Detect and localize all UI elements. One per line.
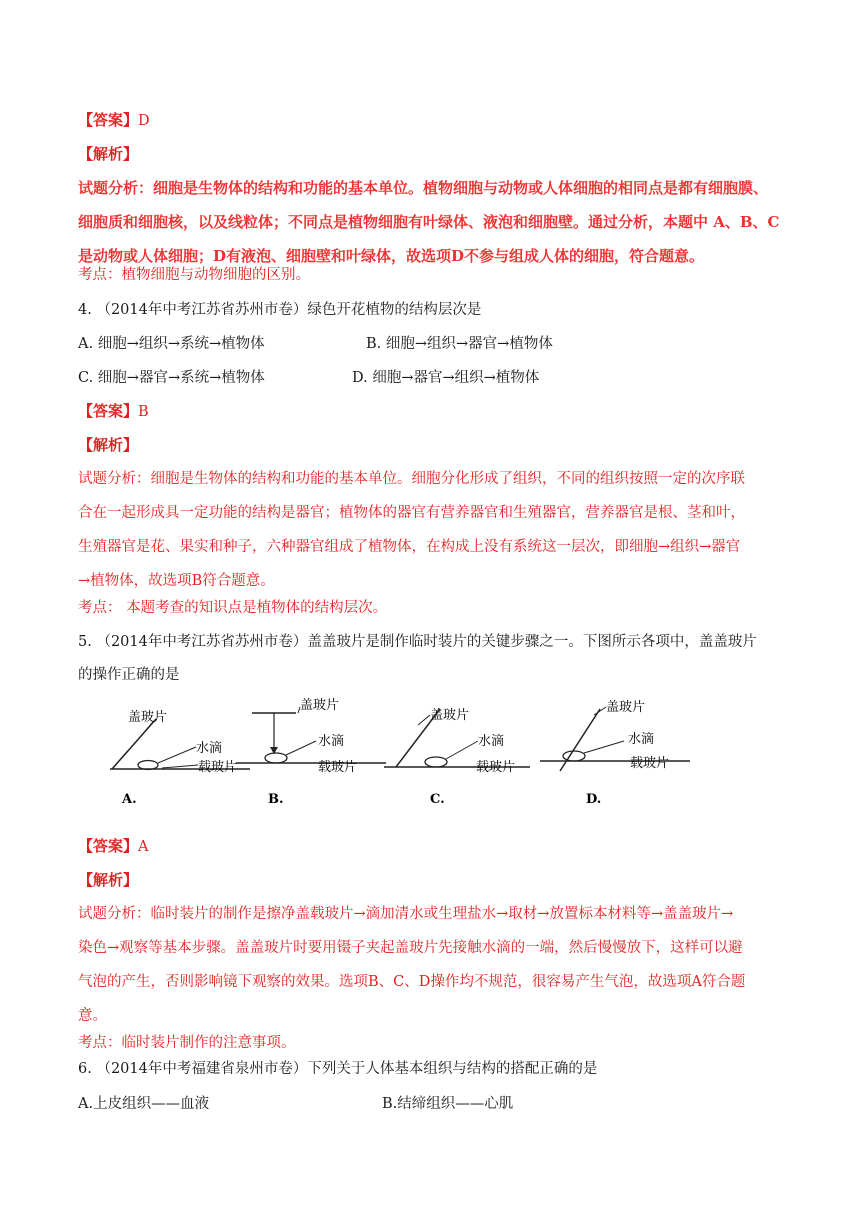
q6-question: 6. （2014年中考福建省泉州市卷）下列关于人体基本组织与结构的搭配正确的是 [78,1061,598,1077]
fig-c-slide-label: 载玻片 [476,760,516,775]
q4-analysis-line-3: 生殖器官是花、果实和种子，六种器官组成了植物体，在构成上没有系统这一层次，即细胞→组织→器官 [78,539,741,555]
answer-value: A [138,839,149,855]
q5-question-line-2: 的操作正确的是 [78,667,180,683]
q3-analysis-line-1: 试题分析：细胞是生物体的结构和功能的基本单位。植物细胞与动物或人体细胞的相同点是都有细胞膜、 [78,179,769,197]
answer-value: B [138,404,149,420]
q4-kaodian: 考点： 本题考查的知识点是植物体的结构层次。 [78,600,388,616]
q4-option-b: B. 细胞→组织→器官→植物体 [366,336,553,352]
fig-b-slide-label: 载玻片 [318,760,358,775]
answer-label: 【答案】 [78,402,139,420]
fig-d-slide-label: 载玻片 [630,756,670,771]
q4-analysis-line-4: →植物体，故选项B符合题意。 [78,573,275,589]
fig-d-drop-label: 水滴 [628,732,655,747]
coverslip-figures [100,695,720,815]
analysis-label: 【解析】 [78,436,139,454]
q3-answer [78,110,150,131]
fig-b-cover-label: 盖玻片 [300,698,340,713]
fig-a-cover-label: 盖玻片 [128,710,168,725]
q5-kaodian: 考点：临时装片制作的注意事项。 [78,1035,296,1051]
q5-analysis-line-4: 意。 [78,1008,107,1024]
q4-question: 4. （2014年中考江苏省苏州市卷）绿色开花植物的结构层次是 [78,302,482,318]
analysis-label: 【解析】 [78,145,139,163]
fig-d-letter: D. [586,792,602,807]
figure-c [384,707,530,807]
fig-d-cover-label: 盖玻片 [606,700,646,715]
fig-c-letter: C. [430,792,445,807]
q5-analysis-line-2: 染色→观察等基本步骤。盖盖玻片时要用镊子夹起盖玻片先接触水滴的一端，然后慢慢放下，这样可以避 [78,940,743,956]
q4-answer [78,401,149,422]
q4-option-a: A. 细胞→组织→系统→植物体 [78,336,265,352]
answer-value: D [138,113,150,129]
fig-a-letter: A. [122,792,137,807]
q4-analysis-label [78,435,138,456]
answer-label: 【答案】 [78,111,139,129]
q3-analysis-line-3: 是动物或人体细胞；D有液泡、细胞壁和叶绿体，故选项D不参与组成人体的细胞，符合题意。 [78,247,705,265]
fig-a-drop-label: 水滴 [196,741,223,756]
q4-analysis-line-1: 试题分析：细胞是生物体的结构和功能的基本单位。细胞分化形成了组织，不同的组织按照一定的次序联 [78,471,745,487]
fig-c-cover-label: 盖玻片 [430,708,470,723]
q5-analysis-line-1: 试题分析：临时装片的制作是擦净盖载玻片→滴加清水或生理盐水→取材→放置标本材料等→盖盖玻片→ [78,906,734,922]
fig-b-drop-label: 水滴 [318,734,345,749]
q5-question-line-1: 5. （2014年中考江苏省苏州市卷）盖盖玻片是制作临时装片的关键步骤之一。下图所示各项中，盖盖玻片 [78,634,757,650]
answer-label: 【答案】 [78,837,139,855]
q6-option-a: A.上皮组织——血液 [78,1096,210,1112]
q3-kaodian: 考点：植物细胞与动物细胞的区别。 [78,267,310,283]
q6-option-b: B.结缔组织——心肌 [382,1096,514,1112]
figure-a [110,709,250,807]
fig-b-letter: B. [268,792,284,807]
q4-option-c: C. 细胞→器官→系统→植物体 [78,370,265,386]
q5-analysis-label [78,870,138,891]
figure-b [236,697,386,807]
q3-analysis-line-2: 细胞质和细胞核，以及线粒体；不同点是植物细胞有叶绿体、液泡和细胞壁。通过分析，本题中 A、B、C [78,213,780,231]
figure-d [540,699,690,807]
fig-a-slide-label: 载玻片 [198,760,238,775]
fig-c-drop-label: 水滴 [478,734,505,749]
q5-analysis-line-3: 气泡的产生，否则影响镜下观察的效果。选项B、C、D操作均不规范，很容易产生气泡，故选项A符合题 [78,974,746,990]
q4-option-d: D. 细胞→器官→组织→植物体 [352,370,540,386]
q4-analysis-line-2: 合在一起形成具一定功能的结构是器官；植物体的器官有营养器官和生殖器官，营养器官是根、茎和叶， [78,505,745,521]
q5-answer [78,836,149,857]
q3-analysis-label [78,144,138,165]
analysis-label: 【解析】 [78,871,139,889]
